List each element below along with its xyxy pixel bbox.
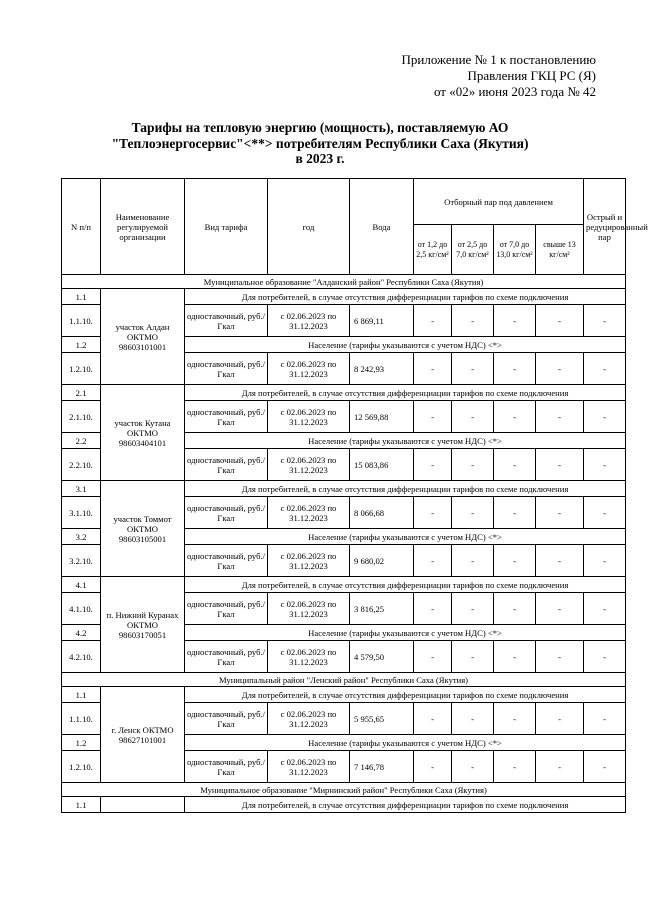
dash-cell: - — [414, 545, 452, 577]
tariff-table — [61, 178, 648, 813]
table-row — [62, 289, 626, 305]
tariff-type: одноставочный, руб./Гкал — [185, 449, 268, 481]
row-number: 1.1 — [62, 289, 101, 305]
row-number: 3.1 — [62, 481, 101, 497]
water-value: 7 146,78 — [350, 751, 414, 783]
dash-cell: - — [494, 353, 536, 385]
section-population: Население (тарифы указываются с учетом НДС) <*> — [185, 337, 626, 353]
water-value: 8 242,93 — [350, 353, 414, 385]
table-row — [62, 385, 626, 401]
tariff-period: с 02.06.2023 по 31.12.2023 — [268, 449, 350, 481]
dash-cell: - — [494, 497, 536, 529]
dash-cell: - — [414, 305, 452, 337]
dash-cell: - — [584, 353, 626, 385]
section-for-consumers: Для потребителей, в случае отсутствия дифференциации тарифов по схеме подключения — [185, 687, 626, 703]
dash-cell: - — [536, 305, 584, 337]
dash-cell: - — [494, 305, 536, 337]
dash-cell: - — [452, 703, 494, 735]
dash-cell: - — [584, 593, 626, 625]
dash-cell: - — [414, 497, 452, 529]
dash-cell: - — [494, 703, 536, 735]
tariff-period: с 02.06.2023 по 31.12.2023 — [268, 305, 350, 337]
dash-cell: - — [414, 751, 452, 783]
row-number: 1.1.10. — [62, 703, 101, 735]
title-line-1: Тарифы на тепловую энергию (мощность), поставляемую АО — [131, 120, 509, 135]
water-value: 3 816,25 — [350, 593, 414, 625]
table-row — [62, 577, 626, 593]
row-number: 2.1.10. — [62, 401, 101, 433]
water-value: 9 680,02 — [350, 545, 414, 577]
dash-cell: - — [536, 353, 584, 385]
tariff-type: одноставочный, руб./Гкал — [185, 545, 268, 577]
tariff-type: одноставочный, руб./Гкал — [185, 497, 268, 529]
header-pressure-2: от 2,5 до 7,0 кг/см² — [452, 225, 494, 275]
row-number: 3.2 — [62, 529, 101, 545]
header-year: год — [268, 179, 350, 275]
municipality-mirny: Муниципальное образование "Мирнинский район" Республики Саха (Якутия) — [62, 783, 626, 797]
title-line-2: "Теплоэнергосервис"<**> потребителям Республики Саха (Якутия) — [111, 135, 529, 151]
row-number: 4.2.10. — [62, 641, 101, 673]
section-population: Население (тарифы указываются с учетом НДС) <*> — [185, 433, 626, 449]
dash-cell: - — [536, 545, 584, 577]
row-number: 3.2.10. — [62, 545, 101, 577]
dash-cell: - — [584, 545, 626, 577]
org-empty — [101, 797, 185, 813]
row-number: 1.2 — [62, 735, 101, 751]
section-population: Население (тарифы указываются с учетом НДС) <*> — [185, 625, 626, 641]
dash-cell: - — [452, 449, 494, 481]
dash-cell: - — [414, 401, 452, 433]
table-row — [62, 687, 626, 703]
row-number: 1.2 — [62, 337, 101, 353]
section-for-consumers: Для потребителей, в случае отсутствия дифференциации тарифов по схеме подключения — [185, 481, 626, 497]
tariff-type: одноставочный, руб./Гкал — [185, 641, 268, 673]
tariff-period: с 02.06.2023 по 31.12.2023 — [268, 545, 350, 577]
dash-cell: - — [414, 703, 452, 735]
water-value: 15 083,86 — [350, 449, 414, 481]
dash-cell: - — [536, 449, 584, 481]
dash-cell: - — [494, 751, 536, 783]
municipality-row — [62, 673, 626, 687]
org-lensk: г. Ленск ОКТМО 98627101001 — [101, 687, 185, 783]
org-kutana: участок Кутана ОКТМО 98603404101 — [101, 385, 185, 481]
row-number: 2.2 — [62, 433, 101, 449]
tariff-type: одноставочный, руб./Гкал — [185, 353, 268, 385]
appendix-line-1: Приложение № 1 к постановлению — [401, 52, 596, 67]
dash-cell: - — [452, 593, 494, 625]
dash-cell: - — [452, 641, 494, 673]
appendix-line-2: Правления ГКЦ РС (Я) — [467, 68, 596, 83]
dash-cell: - — [494, 593, 536, 625]
dash-cell: - — [536, 751, 584, 783]
org-kuranakh: п. Нижний Куранах ОКТМО 98603170051 — [101, 577, 185, 673]
appendix-reference — [276, 52, 596, 100]
row-number: 1.2.10. — [62, 751, 101, 783]
header-num: N п/п — [62, 179, 101, 275]
dash-cell: - — [494, 641, 536, 673]
tariff-type: одноставочный, руб./Гкал — [185, 593, 268, 625]
tariff-type: одноставочный, руб./Гкал — [185, 751, 268, 783]
tariff-period: с 02.06.2023 по 31.12.2023 — [268, 641, 350, 673]
dash-cell: - — [452, 545, 494, 577]
dash-cell: - — [494, 401, 536, 433]
header-org: Наименование регулируемой организации — [101, 179, 185, 275]
water-value: 12 569,88 — [350, 401, 414, 433]
municipality-lensk: Муниципальный район "Ленский район" Республики Саха (Якутия) — [62, 673, 626, 687]
dash-cell: - — [414, 449, 452, 481]
tariff-period: с 02.06.2023 по 31.12.2023 — [268, 401, 350, 433]
row-number: 4.1 — [62, 577, 101, 593]
dash-cell: - — [584, 401, 626, 433]
header-pressure-3: от 7,0 до 13,0 кг/см² — [494, 225, 536, 275]
row-number: 3.1.10. — [62, 497, 101, 529]
tariff-period: с 02.06.2023 по 31.12.2023 — [268, 353, 350, 385]
table-row — [62, 797, 626, 813]
dash-cell: - — [536, 497, 584, 529]
tariff-period: с 02.06.2023 по 31.12.2023 — [268, 751, 350, 783]
table-row — [62, 481, 626, 497]
dash-cell: - — [584, 703, 626, 735]
header-water: Вода — [350, 179, 414, 275]
dash-cell: - — [536, 703, 584, 735]
header-sharp-steam: Острый и редуцированный пар — [584, 179, 626, 275]
header-pressure-1: от 1,2 до 2,5 кг/см² — [414, 225, 452, 275]
section-for-consumers: Для потребителей, в случае отсутствия дифференциации тарифов по схеме подключения — [185, 577, 626, 593]
row-number: 1.1.10. — [62, 305, 101, 337]
org-aldan: участок Алдан ОКТМО 98603101001 — [101, 289, 185, 385]
table-header-row — [62, 179, 626, 225]
row-number: 1.2.10. — [62, 353, 101, 385]
dash-cell: - — [494, 545, 536, 577]
municipality-row — [62, 783, 626, 797]
dash-cell: - — [584, 305, 626, 337]
dash-cell: - — [536, 641, 584, 673]
section-population: Население (тарифы указываются с учетом НДС) <*> — [185, 529, 626, 545]
water-value: 4 579,50 — [350, 641, 414, 673]
tariff-type: одноставочный, руб./Гкал — [185, 703, 268, 735]
tariff-period: с 02.06.2023 по 31.12.2023 — [268, 593, 350, 625]
row-number: 1.1 — [62, 687, 101, 703]
row-number: 1.1 — [62, 797, 101, 813]
dash-cell: - — [452, 751, 494, 783]
section-for-consumers: Для потребителей, в случае отсутствия дифференциации тарифов по схеме подключения — [185, 385, 626, 401]
dash-cell: - — [452, 353, 494, 385]
org-tommot: участок Томмот ОКТМО 98603105001 — [101, 481, 185, 577]
section-population: Население (тарифы указываются с учетом НДС) <*> — [185, 735, 626, 751]
municipality-aldan: Муниципальное образование "Алданский район" Республики Саха (Якутия) — [62, 275, 626, 289]
dash-cell: - — [414, 641, 452, 673]
dash-cell: - — [452, 401, 494, 433]
dash-cell: - — [584, 449, 626, 481]
tariff-type: одноставочный, руб./Гкал — [185, 305, 268, 337]
dash-cell: - — [584, 641, 626, 673]
dash-cell: - — [584, 497, 626, 529]
row-number: 4.1.10. — [62, 593, 101, 625]
row-number: 2.2.10. — [62, 449, 101, 481]
dash-cell: - — [494, 449, 536, 481]
tariff-period: с 02.06.2023 по 31.12.2023 — [268, 497, 350, 529]
tariff-type: одноставочный, руб./Гкал — [185, 401, 268, 433]
row-number: 4.2 — [62, 625, 101, 641]
section-for-consumers: Для потребителей, в случае отсутствия дифференциации тарифов по схеме подключения — [185, 289, 626, 305]
water-value: 8 066,68 — [350, 497, 414, 529]
dash-cell: - — [452, 305, 494, 337]
header-steam-group: Отборный пар под давлением — [414, 179, 584, 225]
document-title — [60, 120, 580, 167]
dash-cell: - — [584, 751, 626, 783]
header-type: Вид тарифа — [185, 179, 268, 275]
header-pressure-4: свыше 13 кг/см² — [536, 225, 584, 275]
title-line-3: в 2023 г. — [295, 151, 345, 166]
tariff-period: с 02.06.2023 по 31.12.2023 — [268, 703, 350, 735]
section-for-consumers: Для потребителей, в случае отсутствия дифференциации тарифов по схеме подключения — [185, 797, 626, 813]
dash-cell: - — [414, 593, 452, 625]
dash-cell: - — [536, 401, 584, 433]
appendix-line-3: от «02» июня 2023 года № 42 — [433, 84, 596, 99]
water-value: 6 869,11 — [350, 305, 414, 337]
dash-cell: - — [452, 497, 494, 529]
row-number: 2.1 — [62, 385, 101, 401]
dash-cell: - — [414, 353, 452, 385]
dash-cell: - — [536, 593, 584, 625]
water-value: 5 955,65 — [350, 703, 414, 735]
municipality-row — [62, 275, 626, 289]
